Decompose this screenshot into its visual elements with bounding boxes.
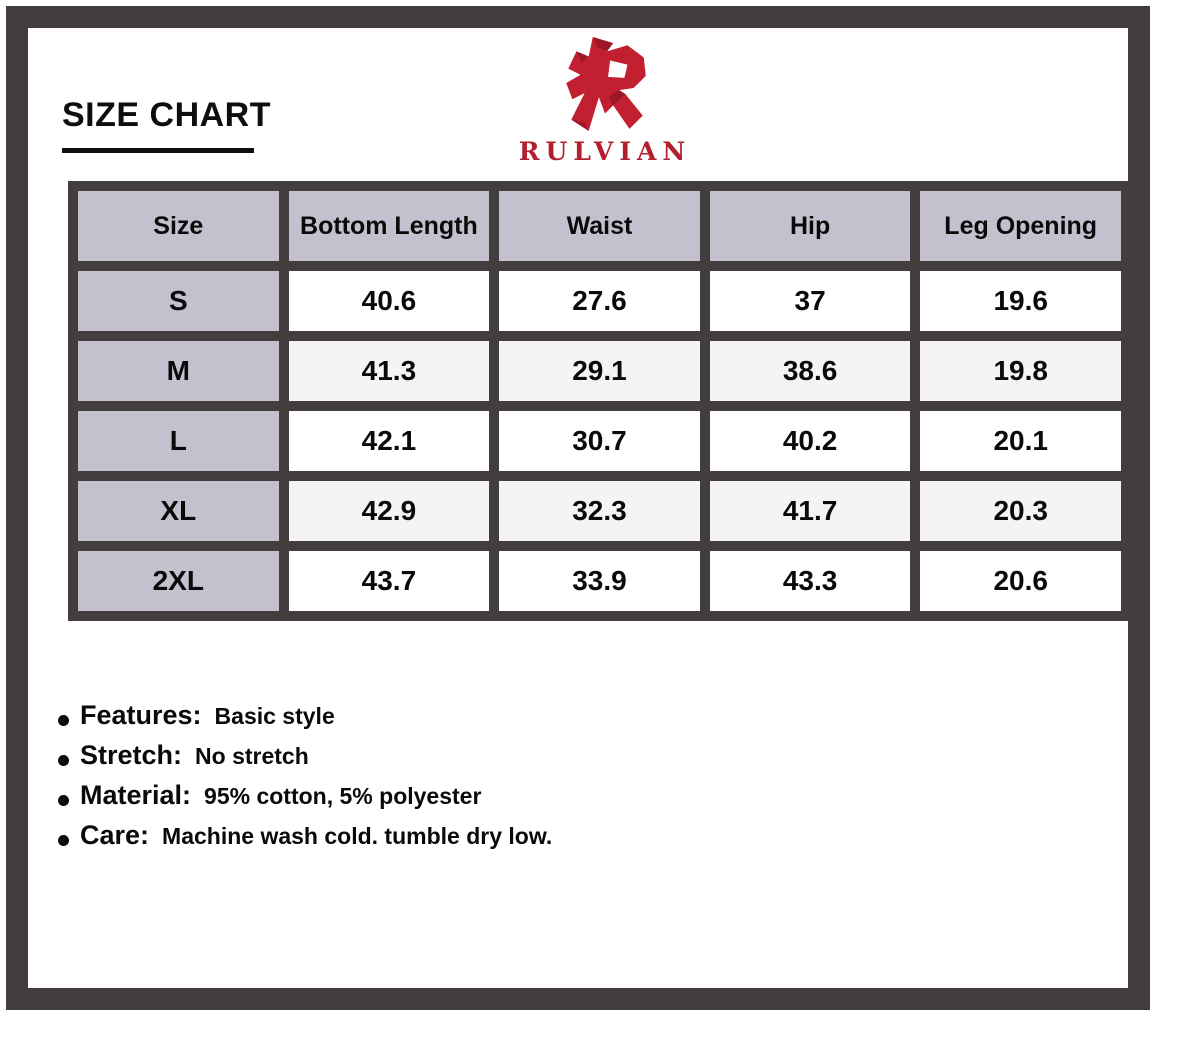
header-cell-waist: Waist <box>494 186 705 266</box>
header-cell-leg-opening: Leg Opening <box>915 186 1126 266</box>
bullet-icon <box>58 715 69 726</box>
size-cell: M <box>73 336 284 406</box>
value-cell: 41.7 <box>705 476 916 546</box>
detail-label: Care: <box>80 820 150 850</box>
value-cell: 27.6 <box>494 266 705 336</box>
value-cell: 42.9 <box>284 476 495 546</box>
brand-logo <box>495 34 715 166</box>
brand-r-monogram-icon <box>546 34 664 136</box>
detail-item-features <box>58 700 552 740</box>
value-cell: 32.3 <box>494 476 705 546</box>
detail-item-material <box>58 780 552 820</box>
title-block <box>62 96 271 153</box>
size-table-header-row <box>73 186 1126 266</box>
bullet-icon <box>58 755 69 766</box>
value-cell: 43.7 <box>284 546 495 616</box>
value-cell: 38.6 <box>705 336 916 406</box>
value-cell: 20.1 <box>915 406 1126 476</box>
detail-item-stretch <box>58 740 552 780</box>
size-table-container <box>68 181 1131 621</box>
header-cell-size: Size <box>73 186 284 266</box>
table-row-l <box>73 406 1126 476</box>
value-cell: 40.2 <box>705 406 916 476</box>
table-row-2xl <box>73 546 1126 616</box>
bullet-icon <box>58 835 69 846</box>
value-cell: 41.3 <box>284 336 495 406</box>
table-row-xl <box>73 476 1126 546</box>
value-cell: 33.9 <box>494 546 705 616</box>
size-cell: S <box>73 266 284 336</box>
value-cell: 40.6 <box>284 266 495 336</box>
detail-value: No stretch <box>195 743 309 769</box>
value-cell: 29.1 <box>494 336 705 406</box>
size-cell: L <box>73 406 284 476</box>
bullet-icon <box>58 795 69 806</box>
value-cell: 19.6 <box>915 266 1126 336</box>
value-cell: 43.3 <box>705 546 916 616</box>
product-details-list <box>58 700 552 860</box>
value-cell: 20.6 <box>915 546 1126 616</box>
value-cell: 37 <box>705 266 916 336</box>
value-cell: 42.1 <box>284 406 495 476</box>
header-cell-bottom-length: Bottom Length <box>284 186 495 266</box>
value-cell: 20.3 <box>915 476 1126 546</box>
page-title: SIZE CHART <box>62 96 271 134</box>
detail-value: 95% cotton, 5% polyester <box>204 783 482 809</box>
size-table <box>68 181 1131 621</box>
table-row-s <box>73 266 1126 336</box>
detail-label: Stretch: <box>80 740 183 770</box>
brand-wordmark: RULVIAN <box>518 137 692 166</box>
detail-value: Machine wash cold. tumble dry low. <box>162 823 553 849</box>
detail-label: Material: <box>80 780 192 810</box>
detail-label: Features: <box>80 700 202 730</box>
value-cell: 19.8 <box>915 336 1126 406</box>
header-cell-hip: Hip <box>705 186 916 266</box>
table-row-m <box>73 336 1126 406</box>
detail-item-care <box>58 820 552 860</box>
size-cell: XL <box>73 476 284 546</box>
title-underline <box>62 148 254 153</box>
size-cell: 2XL <box>73 546 284 616</box>
detail-value: Basic style <box>214 703 335 729</box>
value-cell: 30.7 <box>494 406 705 476</box>
